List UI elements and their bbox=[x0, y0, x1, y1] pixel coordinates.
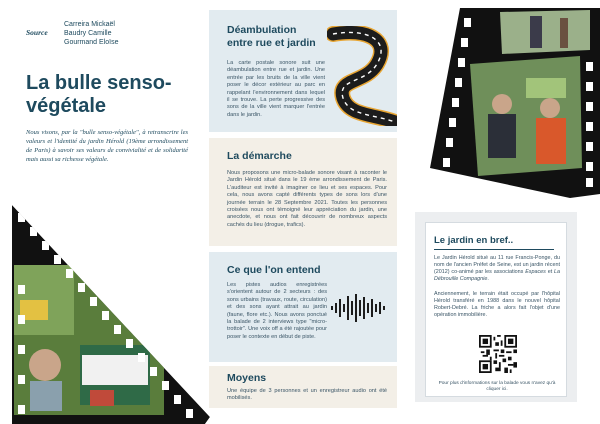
section-title: La démarche bbox=[227, 150, 292, 162]
source-label: Source bbox=[26, 28, 48, 37]
card-text: et bbox=[545, 269, 555, 275]
page-title: La bulle senso-végétale bbox=[26, 72, 172, 117]
section-title-line: entre rue et jardin bbox=[227, 37, 316, 49]
section-text: Les pistes audios enregistrées s'orientent autour de 2 secteurs : des sons urbains (travaux, route, circulation) et des sons ayant attrait au jardin (faune, flore etc.). Nous avons ponctué la balade de 2 interviews type "micro-trottoir". Une voix off a été rajoutée pour poser le contexte en début de piste. bbox=[227, 282, 327, 340]
author-name: Baudry Camille bbox=[64, 30, 112, 37]
card-para-history bbox=[434, 255, 560, 283]
section-demarche bbox=[209, 138, 397, 246]
section-entend bbox=[209, 252, 397, 362]
card-title: Le jardin en bref.. bbox=[434, 235, 514, 246]
film-strip-bottom-left bbox=[0, 205, 210, 424]
sound-wave-icon bbox=[331, 294, 387, 322]
section-text: Une équipe de 3 personnes et un enregistreur audio ont été mobilisés. bbox=[227, 388, 387, 402]
card-para-site: Anciennement, le terrain était occupé par l'hôpital Hérold transféré en 1988 dans le nouvel hôpital Robert-Debré. La friche a alors fait l'objet d'une opération immobilière. bbox=[434, 291, 560, 318]
author-name: Gourmand Eloïse bbox=[64, 39, 119, 46]
authors-list bbox=[64, 20, 118, 47]
garden-sign-photo bbox=[14, 265, 164, 415]
intro-text: Nous visons, par la "bulle senso-végétale", à retranscrire les valeurs et l'identité du jardin Hérold (19ème arrondissement de Paris) à savoir ses valeurs de convivialité et de solidarité mais aussi sa richesse végétale. bbox=[26, 129, 188, 163]
section-deambulation bbox=[209, 10, 397, 132]
jardin-info-card bbox=[415, 212, 577, 402]
section-title bbox=[227, 24, 316, 50]
title-underline bbox=[434, 249, 554, 250]
association-name: Espaces bbox=[525, 269, 546, 275]
winding-road-icon bbox=[327, 26, 397, 126]
association-name: La Débrouille Compagnie bbox=[434, 269, 561, 282]
qr-note[interactable]: Pour plus d'informations sur la balade vous n'avez qu'à cliquer ici. bbox=[438, 381, 556, 392]
section-title-line: Déambulation bbox=[227, 24, 297, 36]
section-text: La carte postale sonore suit une déambulation entre rue et jardin. Une entrée par les bruits de la ville vient poser le décor extérieur au parc en rappelant l'environnement dans lequel il se trouve. La perte progressive des sons de la ville vient marquer l'entrée dans le jardin. bbox=[227, 60, 325, 118]
card-text: Le Jardin Hérold situé au 11 rue Francis-Ponge, du nom de l'ancien Préfet de Seine, est un jardin récent (2012) co-animé par les associations bbox=[434, 255, 560, 275]
card-inner bbox=[425, 222, 567, 397]
qr-code-icon[interactable] bbox=[479, 335, 517, 373]
section-text: Nous proposons une micro-balade sonore visant à raconter le Jardin Hérold situé dans le 19 ème arrondissement de Paris. L'auditeur est invité à imaginer ce lieu et ses espaces. Pour cela, nous avons capté différents types de sons lors d'une journée terrain le 28 Septembre 2021. Toutes les personnes croisées nous ont témoigné leur appréciation du jardin, une anecdote, et nous ont fait découvrir de nombreux aspects cachés du lieu (drogue, trafics). bbox=[227, 170, 387, 228]
section-moyens bbox=[209, 366, 397, 408]
film-strip-top-right bbox=[430, 8, 600, 198]
author-name: Carreira Mickaël bbox=[64, 21, 115, 28]
section-title: Moyens bbox=[227, 372, 267, 384]
section-title: Ce que l'on entend bbox=[227, 264, 321, 276]
card-text: . bbox=[487, 276, 489, 282]
